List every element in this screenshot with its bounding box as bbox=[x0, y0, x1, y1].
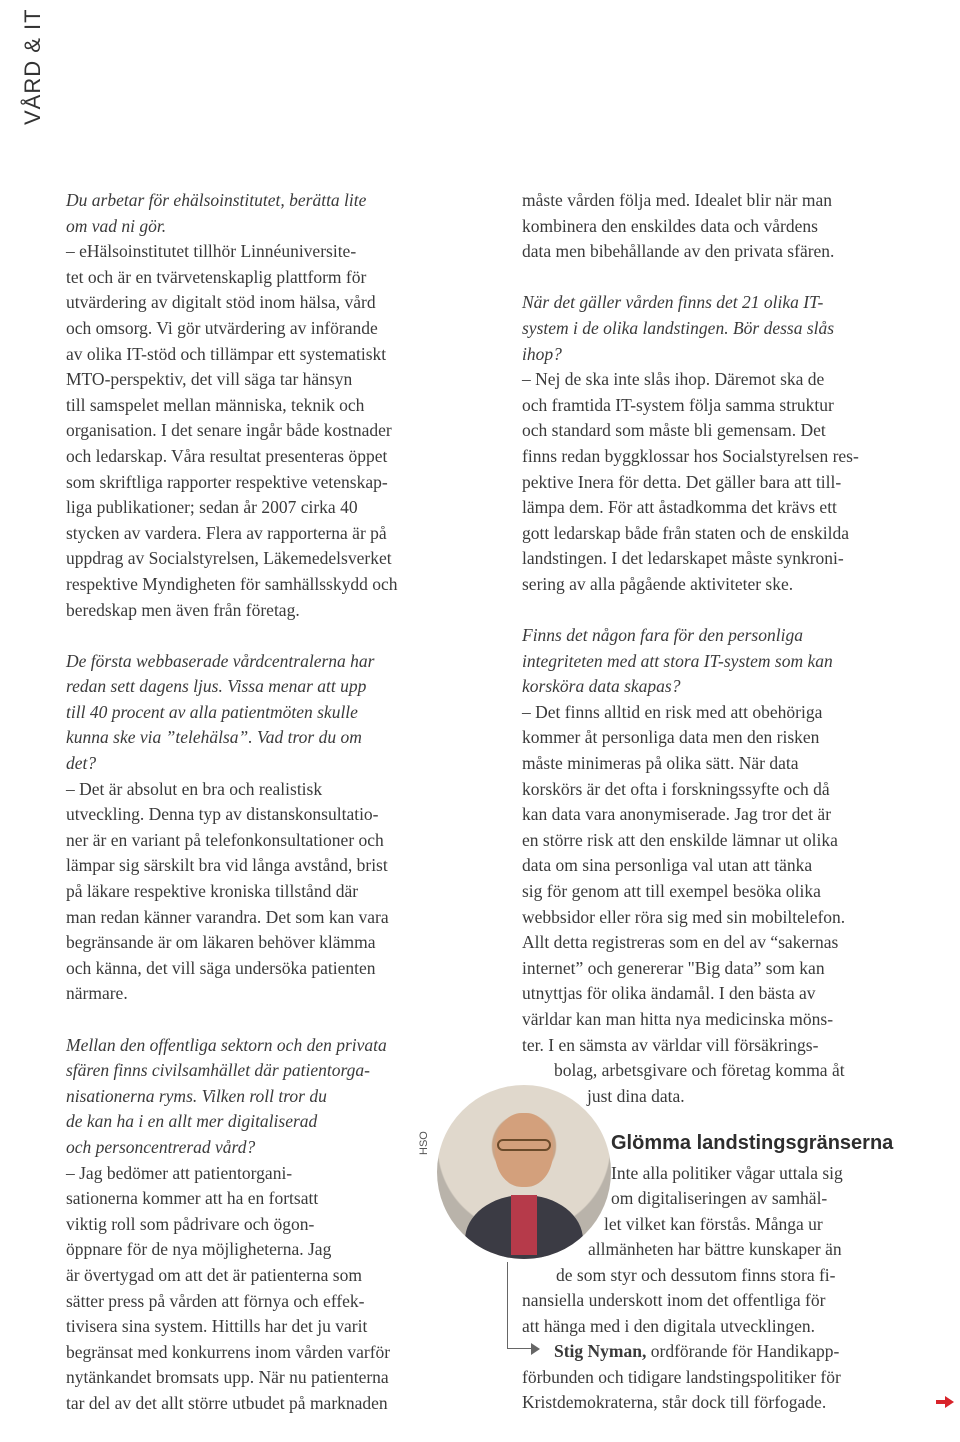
question-line: integriteten med att stora IT-system som kan bbox=[522, 650, 833, 671]
answer-line: lämpa dem. För att åstadkomma det krävs ett bbox=[522, 497, 837, 518]
question-line: system i de olika landstingen. Bör dessa slås bbox=[522, 317, 835, 338]
question-line: kunna ske via ”telehälsa”. Vad tror du om bbox=[66, 727, 362, 748]
question-line: Finns det någon fara för den personliga bbox=[522, 625, 803, 646]
answer-line: gott ledarskap både från staten och de enskilda bbox=[522, 522, 850, 543]
left-column bbox=[66, 188, 496, 1442]
question-line: sfären finns civilsamhället där patientorga- bbox=[66, 1060, 370, 1081]
answer-line: av olika IT-stöd och tillämpar ett systematiskt bbox=[66, 343, 387, 364]
answer-line: organisation. I det senare ingår både kostnader bbox=[66, 420, 392, 441]
answer-line: man redan känner varandra. Det som kan vara bbox=[66, 906, 389, 927]
answer-line: data om sina personliga val utan att tänka bbox=[522, 855, 813, 876]
answer-line: tet och är en tvärvetenskaplig plattform för bbox=[66, 266, 367, 287]
box-line: att hänga med i den digitala utvecklingen. bbox=[522, 1316, 816, 1336]
answer-line: nytänkandet bromsats upp. När nu patienterna bbox=[66, 1367, 389, 1388]
box-line: nansiella underskott inom det offentliga för bbox=[522, 1290, 826, 1310]
question-line: ihop? bbox=[522, 343, 562, 364]
question-line: De första webbaserade vårdcentralerna har bbox=[66, 650, 375, 671]
box-heading: Glömma landstingsgränserna bbox=[611, 1132, 894, 1154]
photo-credit: HSO bbox=[418, 1131, 430, 1155]
answer-line: Allt detta registreras som en del av “sakernas bbox=[522, 932, 839, 953]
answer-line: begränsat med konkurrens inom vården varför bbox=[66, 1341, 391, 1362]
answer-line: och ledarskap. Våra resultat presenteras öppet bbox=[66, 445, 388, 466]
question-line: redan sett dagens ljus. Vissa menar att upp bbox=[66, 676, 367, 697]
bio-line: Kristdemokraterna, står dock till förfogade. bbox=[522, 1392, 827, 1412]
answer-line: måste minimeras på olika sätt. När data bbox=[522, 753, 799, 774]
answer-line: just dina data. bbox=[587, 1085, 685, 1106]
answer-line: – Jag bedömer att patientorgani- bbox=[66, 1162, 293, 1183]
answer-line: beredskap men även från företag. bbox=[66, 599, 300, 620]
answer-line: och känna, det vill säga undersöka patienten bbox=[66, 957, 376, 978]
answer-line: landstingen. I det ledarskapet måste synkroni- bbox=[522, 548, 844, 569]
right-column bbox=[522, 188, 942, 1135]
question-line: korsköra data skapas? bbox=[522, 676, 681, 697]
connector-line bbox=[507, 1348, 532, 1349]
answer-line: – eHälsoinstitutet tillhör Linnéuniversite- bbox=[66, 241, 357, 262]
answer-line: stycken av vardera. Flera av rapporterna är på bbox=[66, 522, 387, 543]
answer-line: begränsande är om läkaren behöver klämma bbox=[66, 932, 376, 953]
answer-line: är övertygad om att det är patienterna som bbox=[66, 1264, 362, 1285]
left-paragraph-2 bbox=[66, 649, 496, 1007]
answer-line: utveckling. Denna typ av distanskonsultatio- bbox=[66, 804, 379, 825]
question-line: nisationerna ryms. Vilken roll tror du bbox=[66, 1085, 327, 1106]
answer-line: på läkare respektive kroniska tillstånd där bbox=[66, 881, 359, 902]
question-line: det? bbox=[66, 753, 97, 774]
answer-line: och framtida IT-system följa samma struktur bbox=[522, 394, 834, 415]
answer-line: korskörs är det ofta i forskningssyfte och då bbox=[522, 778, 830, 799]
bio-text: ordförande för Handikapp- bbox=[646, 1341, 840, 1361]
answer-line: till samspelet mellan människa, teknik och bbox=[66, 394, 365, 415]
box-line: let vilket kan förstås. Många ur bbox=[604, 1214, 823, 1234]
answer-line: – Det finns alltid en risk med att obehöriga bbox=[522, 701, 823, 722]
answer-line: världar kan man hitta nya medicinska möns- bbox=[522, 1009, 834, 1029]
section-label: VÅRD & IT bbox=[20, 8, 45, 125]
answer-line: kan data vara anonymiserade. Jag tror det är bbox=[522, 804, 832, 825]
answer-line: – Nej de ska inte slås ihop. Däremot ska de bbox=[522, 369, 825, 390]
answer-line: som skriftliga rapporter respektive vetenskap- bbox=[66, 471, 388, 492]
bio-name: Stig Nyman, bbox=[554, 1341, 647, 1361]
left-paragraph-1 bbox=[66, 188, 496, 623]
answer-line: sig för genom att till exempel besöka olika bbox=[522, 881, 821, 902]
connector-line bbox=[507, 1262, 508, 1348]
answer-line: finns redan byggklossar hos Socialstyrelsen res- bbox=[522, 445, 859, 466]
answer-line: utnyttjas för olika ändamål. I den bästa av bbox=[522, 983, 816, 1004]
answer-line: internet” och genererar "Big data” som kan bbox=[522, 957, 825, 978]
left-paragraph-3 bbox=[66, 1033, 496, 1417]
answer-line: data men bibehållande av den privata sfären. bbox=[522, 241, 835, 262]
right-paragraph-2 bbox=[522, 290, 942, 597]
question-line: till 40 procent av alla patientmöten skulle bbox=[66, 701, 358, 722]
answer-line: viktig roll som pådrivare och ögon- bbox=[66, 1213, 315, 1234]
section-tab bbox=[0, 0, 45, 130]
question-line: När det gäller vården finns det 21 olika IT- bbox=[522, 292, 824, 313]
box-line: Inte alla politiker vågar uttala sig bbox=[611, 1163, 843, 1183]
question-line: Mellan den offentliga sektorn och den privata bbox=[66, 1034, 387, 1055]
answer-line: MTO-perspektiv, det vill säga tar hänsyn bbox=[66, 369, 353, 390]
end-arrow-icon bbox=[936, 1396, 954, 1408]
answer-line: respektive Myndigheten för samhällsskydd och bbox=[66, 573, 398, 594]
answer-line: kommer åt personliga data men den risken bbox=[522, 727, 820, 748]
right-paragraph-3 bbox=[522, 623, 942, 1109]
portrait-glasses bbox=[497, 1139, 551, 1151]
answer-line: tar del av det allt större utbudet på marknaden bbox=[66, 1392, 388, 1413]
answer-line: sering av alla pågående aktiviteter ske. bbox=[522, 573, 794, 594]
answer-line: sationerna kommer att ha en fortsatt bbox=[66, 1188, 319, 1209]
answer-line: uppdrag av Socialstyrelsen, Läkemedelsverket bbox=[66, 548, 392, 569]
bio-line: förbunden och tidigare landstingspolitiker för bbox=[522, 1367, 841, 1387]
answer-line: och standard som måste bli gemensam. Det bbox=[522, 420, 826, 441]
question-line: Du arbetar för ehälsoinstitutet, berätta lite bbox=[66, 190, 367, 210]
question-line: om vad ni gör. bbox=[66, 215, 167, 236]
right-paragraph-1 bbox=[522, 188, 942, 265]
question-line: och personcentrerad vård? bbox=[66, 1136, 256, 1157]
answer-line: måste vården följa med. Idealet blir när man bbox=[522, 190, 833, 210]
answer-line: bolag, arbetsgivare och företag komma åt bbox=[554, 1060, 845, 1081]
box-line: de som styr och dessutom finns stora fi- bbox=[556, 1265, 836, 1285]
question-line: de kan ha i en allt mer digitaliserad bbox=[66, 1111, 318, 1132]
answer-line: och omsorg. Vi gör utvärdering av införande bbox=[66, 317, 378, 338]
answer-line: utvärdering av digitalt stöd inom hälsa, vård bbox=[66, 292, 376, 313]
answer-line: ter. I en sämsta av världar vill försäkrings- bbox=[522, 1034, 819, 1055]
answer-line: närmare. bbox=[66, 983, 128, 1004]
answer-line: – Det är absolut en bra och realistisk bbox=[66, 778, 323, 799]
answer-line: webbsidor eller röra sig med sin mobiltelefon. bbox=[522, 906, 846, 927]
answer-line: ner är en variant på telefonkonsultationer och bbox=[66, 829, 384, 850]
answer-line: sätter press på vården att förnya och effek- bbox=[66, 1290, 365, 1311]
portrait-shirt bbox=[511, 1195, 537, 1255]
box-line: om digitaliseringen av samhäl- bbox=[611, 1188, 828, 1208]
answer-line: en större risk att den enskilde lämnar ut olika bbox=[522, 829, 838, 850]
arrow-right-icon bbox=[531, 1343, 540, 1355]
box-line: allmänheten har bättre kunskaper än bbox=[588, 1239, 842, 1259]
answer-line: pektive Inera för detta. Det gäller bara att till- bbox=[522, 471, 842, 492]
answer-line: liga publikationer; sedan år 2007 cirka 40 bbox=[66, 497, 358, 518]
answer-line: öppnare för de nya möjligheterna. Jag bbox=[66, 1239, 332, 1260]
answer-line: tivisera sina system. Hittills har det ju varit bbox=[66, 1316, 368, 1337]
answer-line: lämpar sig särskilt bra vid långa avstånd, brist bbox=[66, 855, 388, 876]
portrait-photo bbox=[437, 1085, 611, 1259]
answer-line: kombinera den enskildes data och vårdens bbox=[522, 215, 818, 236]
bio-line bbox=[554, 1339, 839, 1365]
